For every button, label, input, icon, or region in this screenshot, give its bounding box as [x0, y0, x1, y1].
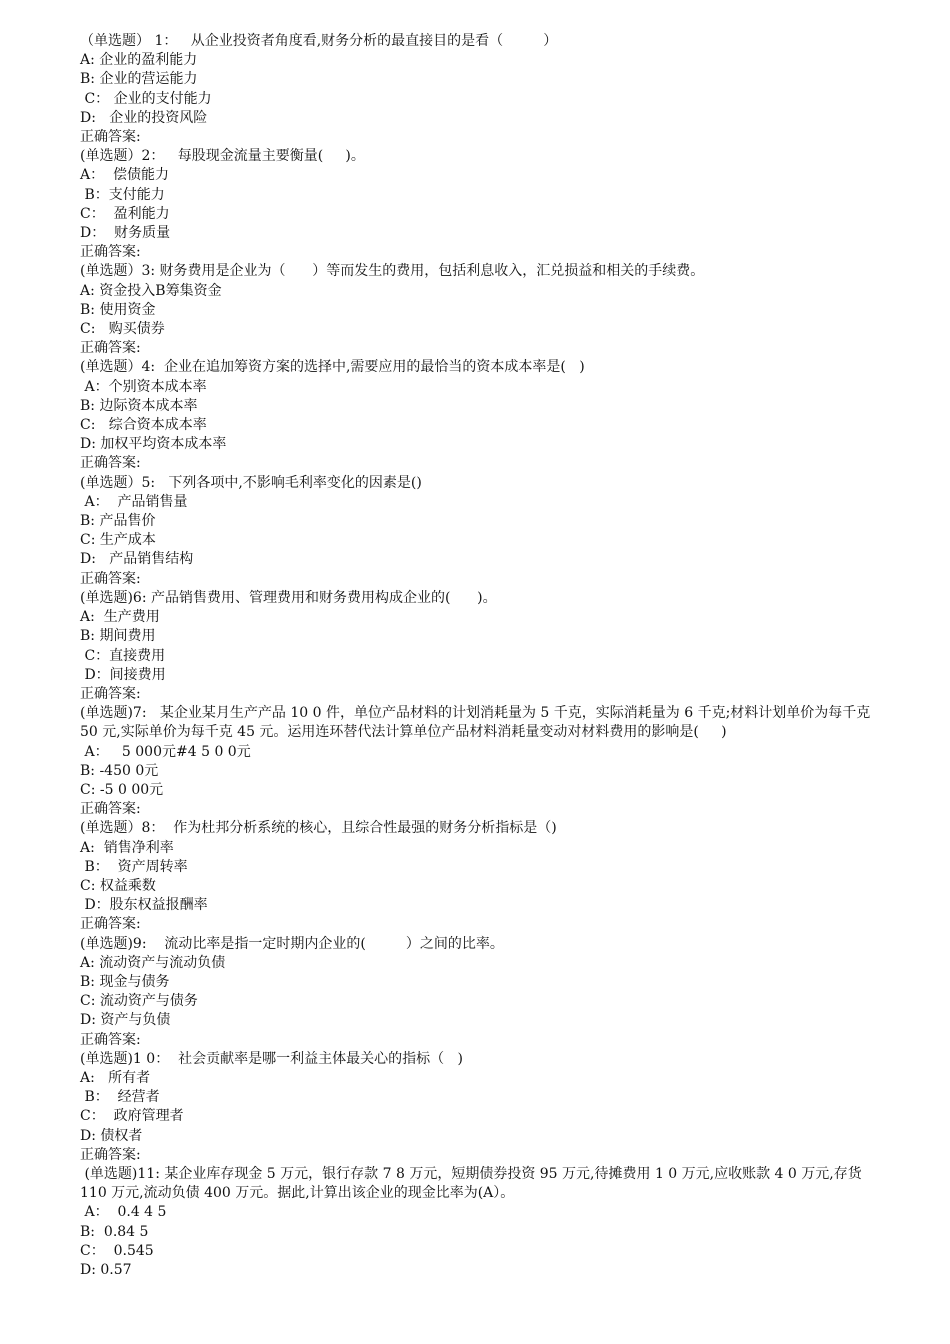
text-line: 正确答案: — [80, 1031, 141, 1048]
text-line: D: 产品销售结构 — [80, 551, 194, 568]
text-line: A： 偿债能力 — [80, 167, 170, 184]
text-line: D: 债权者 — [80, 1127, 143, 1144]
text-line: (单选题）4: 企业在追加筹资方案的选择中,需要应用的最恰当的资本成本率是( ) — [80, 359, 585, 376]
text-line: 正确答案: — [80, 455, 141, 472]
text-line: D：股东权益报酬率 — [80, 897, 208, 914]
text-line: 正确答案: — [80, 1146, 141, 1163]
text-line: （单选题） 1： 从企业投资者角度看,财务分析的最直接目的是看（ ） — [80, 33, 558, 49]
text-line: B: 产品售价 — [80, 513, 156, 530]
text-line: A: 流动资产与流动负债 — [80, 954, 226, 971]
text-line: (单选题）8： 作为杜邦分析系统的核心，且综合性最强的财务分析指标是（) — [80, 820, 557, 837]
text-line: (单选题)1 0： 社会贡献率是哪一利益主体最关心的指标（ ) — [80, 1050, 463, 1067]
text-line: B: 现金与债务 — [80, 973, 170, 990]
text-line: (单选题)6: 产品销售费用、管理费用和财务费用构成企业的( )。 — [80, 589, 497, 606]
text-line: B: -450 0元 — [80, 762, 159, 779]
text-line: C: 综合资本成本率 — [80, 417, 207, 434]
text-line: D: 资产与负债 — [80, 1012, 171, 1029]
text-line: A: 企业的盈利能力 — [80, 52, 198, 69]
text-line: B: 0.84 5 — [80, 1223, 149, 1240]
text-line: (单选题)11: 某企业库存现金 5 万元，银行存款 7 8 万元，短期债券投资 95 万元,待摊费用 1 0 万元,应收账款 4 0 万元,存货 110 万元,流动负债 400 万元。据此,计算出该企业的现金比率为(A）。 — [80, 1165, 867, 1202]
text-line: B: 边际资本成本率 — [80, 397, 198, 414]
text-line: A: 销售净利率 — [80, 839, 174, 856]
text-line: D: 加权平均资本成本率 — [80, 436, 227, 453]
text-line: B: 使用资金 — [80, 301, 156, 318]
text-line: (单选题）3: 财务费用是企业为（ ）等而发生的费用，包括利息收入，汇兑损益和相关的手续费。 — [80, 263, 705, 280]
text-line: A： 0.4 4 5 — [80, 1204, 167, 1221]
text-line: (单选题）5: 下列各项中,不影响毛利率变化的因素是() — [80, 474, 422, 491]
text-line: A: 资金投入B筹集资金 — [80, 282, 222, 299]
text-line: 正确答案: — [80, 129, 141, 146]
text-line: C： 政府管理者 — [80, 1108, 184, 1125]
text-line: 正确答案: — [80, 340, 141, 357]
text-line: D: 0.57 — [80, 1262, 132, 1278]
text-line: 正确答案: — [80, 916, 141, 933]
text-line: B： 经营者 — [80, 1089, 160, 1106]
text-line: (单选题)9: 流动比率是指一定时期内企业的( ）之间的比率。 — [80, 935, 504, 952]
text-line: C: -5 0 00元 — [80, 781, 164, 798]
text-line: A：个别资本成本率 — [80, 378, 207, 395]
text-line: C： 0.545 — [80, 1242, 154, 1259]
text-line: 正确答案: — [80, 244, 141, 261]
text-line: C：直接费用 — [80, 647, 166, 664]
text-line: B: 企业的营运能力 — [80, 71, 198, 88]
text-line: C： 盈利能力 — [80, 205, 170, 222]
text-line: A: 所有者 — [80, 1069, 151, 1086]
text-line: C: 购买债券 — [80, 321, 165, 338]
text-line: B： 资产周转率 — [80, 858, 188, 875]
text-line: D：间接费用 — [80, 666, 166, 683]
text-line: C: 生产成本 — [80, 532, 156, 549]
text-line: (单选题）2： 每股现金流量主要衡量( )。 — [80, 148, 365, 165]
text-line: D: 企业的投资风险 — [80, 109, 208, 126]
text-line: C: 权益乘数 — [80, 877, 156, 894]
text-line: 正确答案: — [80, 801, 141, 818]
text-line: C： 企业的支付能力 — [80, 90, 212, 107]
text-line: 正确答案: — [80, 685, 141, 702]
text-line: D： 财务质量 — [80, 225, 171, 242]
text-line: A: 生产费用 — [80, 609, 160, 626]
text-line: A： 产品销售量 — [80, 493, 188, 510]
text-line: 正确答案: — [80, 570, 141, 587]
text-line: C: 流动资产与债务 — [80, 993, 198, 1010]
text-line: A： 5 000元#4 5 0 0元 — [80, 743, 251, 760]
text-line: B：支付能力 — [80, 186, 165, 203]
text-line: B: 期间费用 — [80, 628, 156, 645]
text-line: (单选题)7: 某企业某月生产产品 10 0 件，单位产品材料的计划消耗量为 5 千克，实际消耗量为 6 千克;材料计划单价为每千克 50 元,实际单价为每千克 45 元。运用连环替代法计算单位产品材料消耗量变动对材料费用的影响是( ) — [80, 705, 875, 741]
